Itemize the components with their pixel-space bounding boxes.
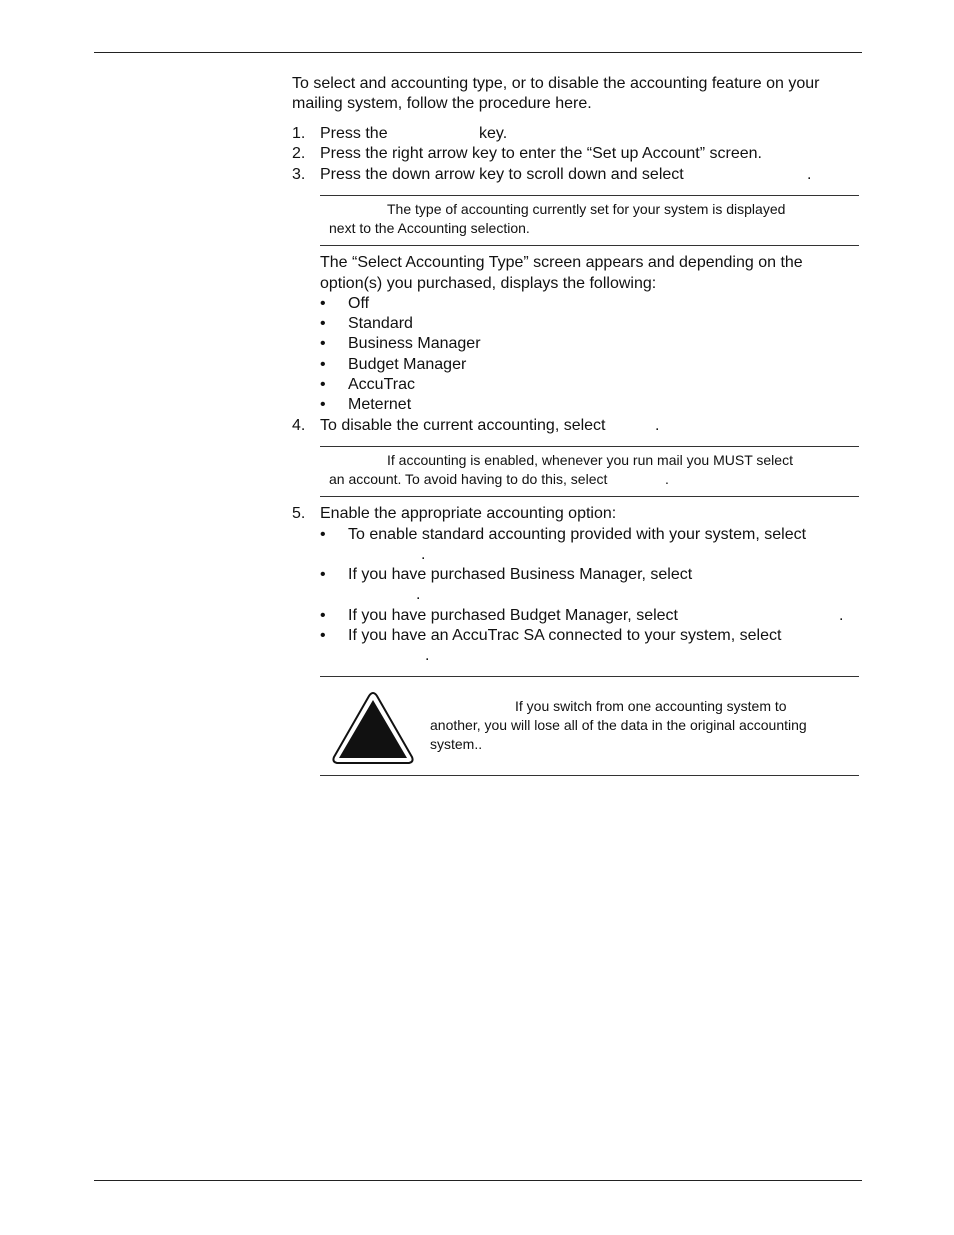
option-standard: Standard: [348, 315, 413, 332]
caution-line-2: another, you will lose all of the data in the original accounting: [430, 717, 807, 733]
enable-option-4: If you have an AccuTrac SA connected to your system, select: [348, 627, 782, 644]
step-1-tail: key.: [479, 125, 508, 142]
select-screen-line-2: option(s) you purchased, displays the following:: [320, 275, 657, 292]
caution-triangle-icon: [331, 690, 415, 766]
enable-option-1-tail: .: [421, 546, 426, 563]
note-1-line-2: next to the Accounting selection.: [329, 220, 530, 236]
note-1-bottom-rule: [320, 245, 859, 246]
option-meternet: Meternet: [348, 396, 412, 413]
option-bullet: •: [320, 376, 326, 393]
note-2-top-rule: [320, 446, 859, 447]
option-bullet: •: [320, 315, 326, 332]
note-1-line-1: The type of accounting currently set for your system is displayed: [387, 201, 786, 217]
step-5-text: Enable the appropriate accounting option:: [320, 505, 617, 522]
option-off: Off: [348, 295, 370, 312]
step-3-text: Press the down arrow key to scroll down and select: [320, 166, 684, 183]
enable-option-3: If you have purchased Budget Manager, select: [348, 607, 678, 624]
enable-bullet: •: [320, 526, 326, 543]
step-1-number: 1.: [292, 125, 306, 142]
option-bullet: •: [320, 335, 326, 352]
caution-line-1: If you switch from one accounting system to: [515, 698, 787, 714]
note-2-bottom-rule: [320, 496, 859, 497]
option-accutrac: AccuTrac: [348, 376, 415, 393]
enable-option-2-tail: .: [416, 586, 421, 603]
note-2-line-2-tail: .: [665, 471, 669, 487]
enable-bullet: •: [320, 607, 326, 624]
select-screen-line-1: The “Select Accounting Type” screen appears and depending on the: [320, 254, 803, 271]
enable-option-2: If you have purchased Business Manager, select: [348, 566, 693, 583]
option-bullet: •: [320, 356, 326, 373]
enable-bullet: •: [320, 627, 326, 644]
header-rule: [94, 52, 862, 53]
note-2-line-1: If accounting is enabled, whenever you run mail you MUST select: [387, 452, 793, 468]
enable-option-4-tail: .: [425, 647, 430, 664]
step-2-text: Press the right arrow key to enter the “Set up Account” screen.: [320, 145, 762, 162]
step-2-number: 2.: [292, 145, 306, 162]
enable-option-3-tail: .: [839, 607, 844, 624]
enable-option-1: To enable standard accounting provided with your system, select: [348, 526, 807, 543]
intro-line-1: To select and accounting type, or to disable the accounting feature on your: [292, 75, 820, 92]
note-2-line-2: an account. To avoid having to do this, select: [329, 471, 608, 487]
option-budget-manager: Budget Manager: [348, 356, 467, 373]
step-5-number: 5.: [292, 505, 306, 522]
step-4-text: To disable the current accounting, select: [320, 417, 606, 434]
note-1-top-rule: [320, 195, 859, 196]
step-4-number: 4.: [292, 417, 306, 434]
option-bullet: •: [320, 396, 326, 413]
option-bullet: •: [320, 295, 326, 312]
caution-top-rule: [320, 676, 859, 677]
step-4-tail: .: [655, 417, 660, 434]
intro-line-2: mailing system, follow the procedure here.: [292, 95, 592, 112]
caution-line-3: system..: [430, 736, 483, 752]
option-business-manager: Business Manager: [348, 335, 481, 352]
caution-bottom-rule: [320, 775, 859, 776]
step-1-text: Press the: [320, 125, 388, 142]
enable-bullet: •: [320, 566, 326, 583]
footer-rule: [94, 1180, 862, 1181]
step-3-number: 3.: [292, 166, 306, 183]
step-3-tail: .: [807, 166, 812, 183]
